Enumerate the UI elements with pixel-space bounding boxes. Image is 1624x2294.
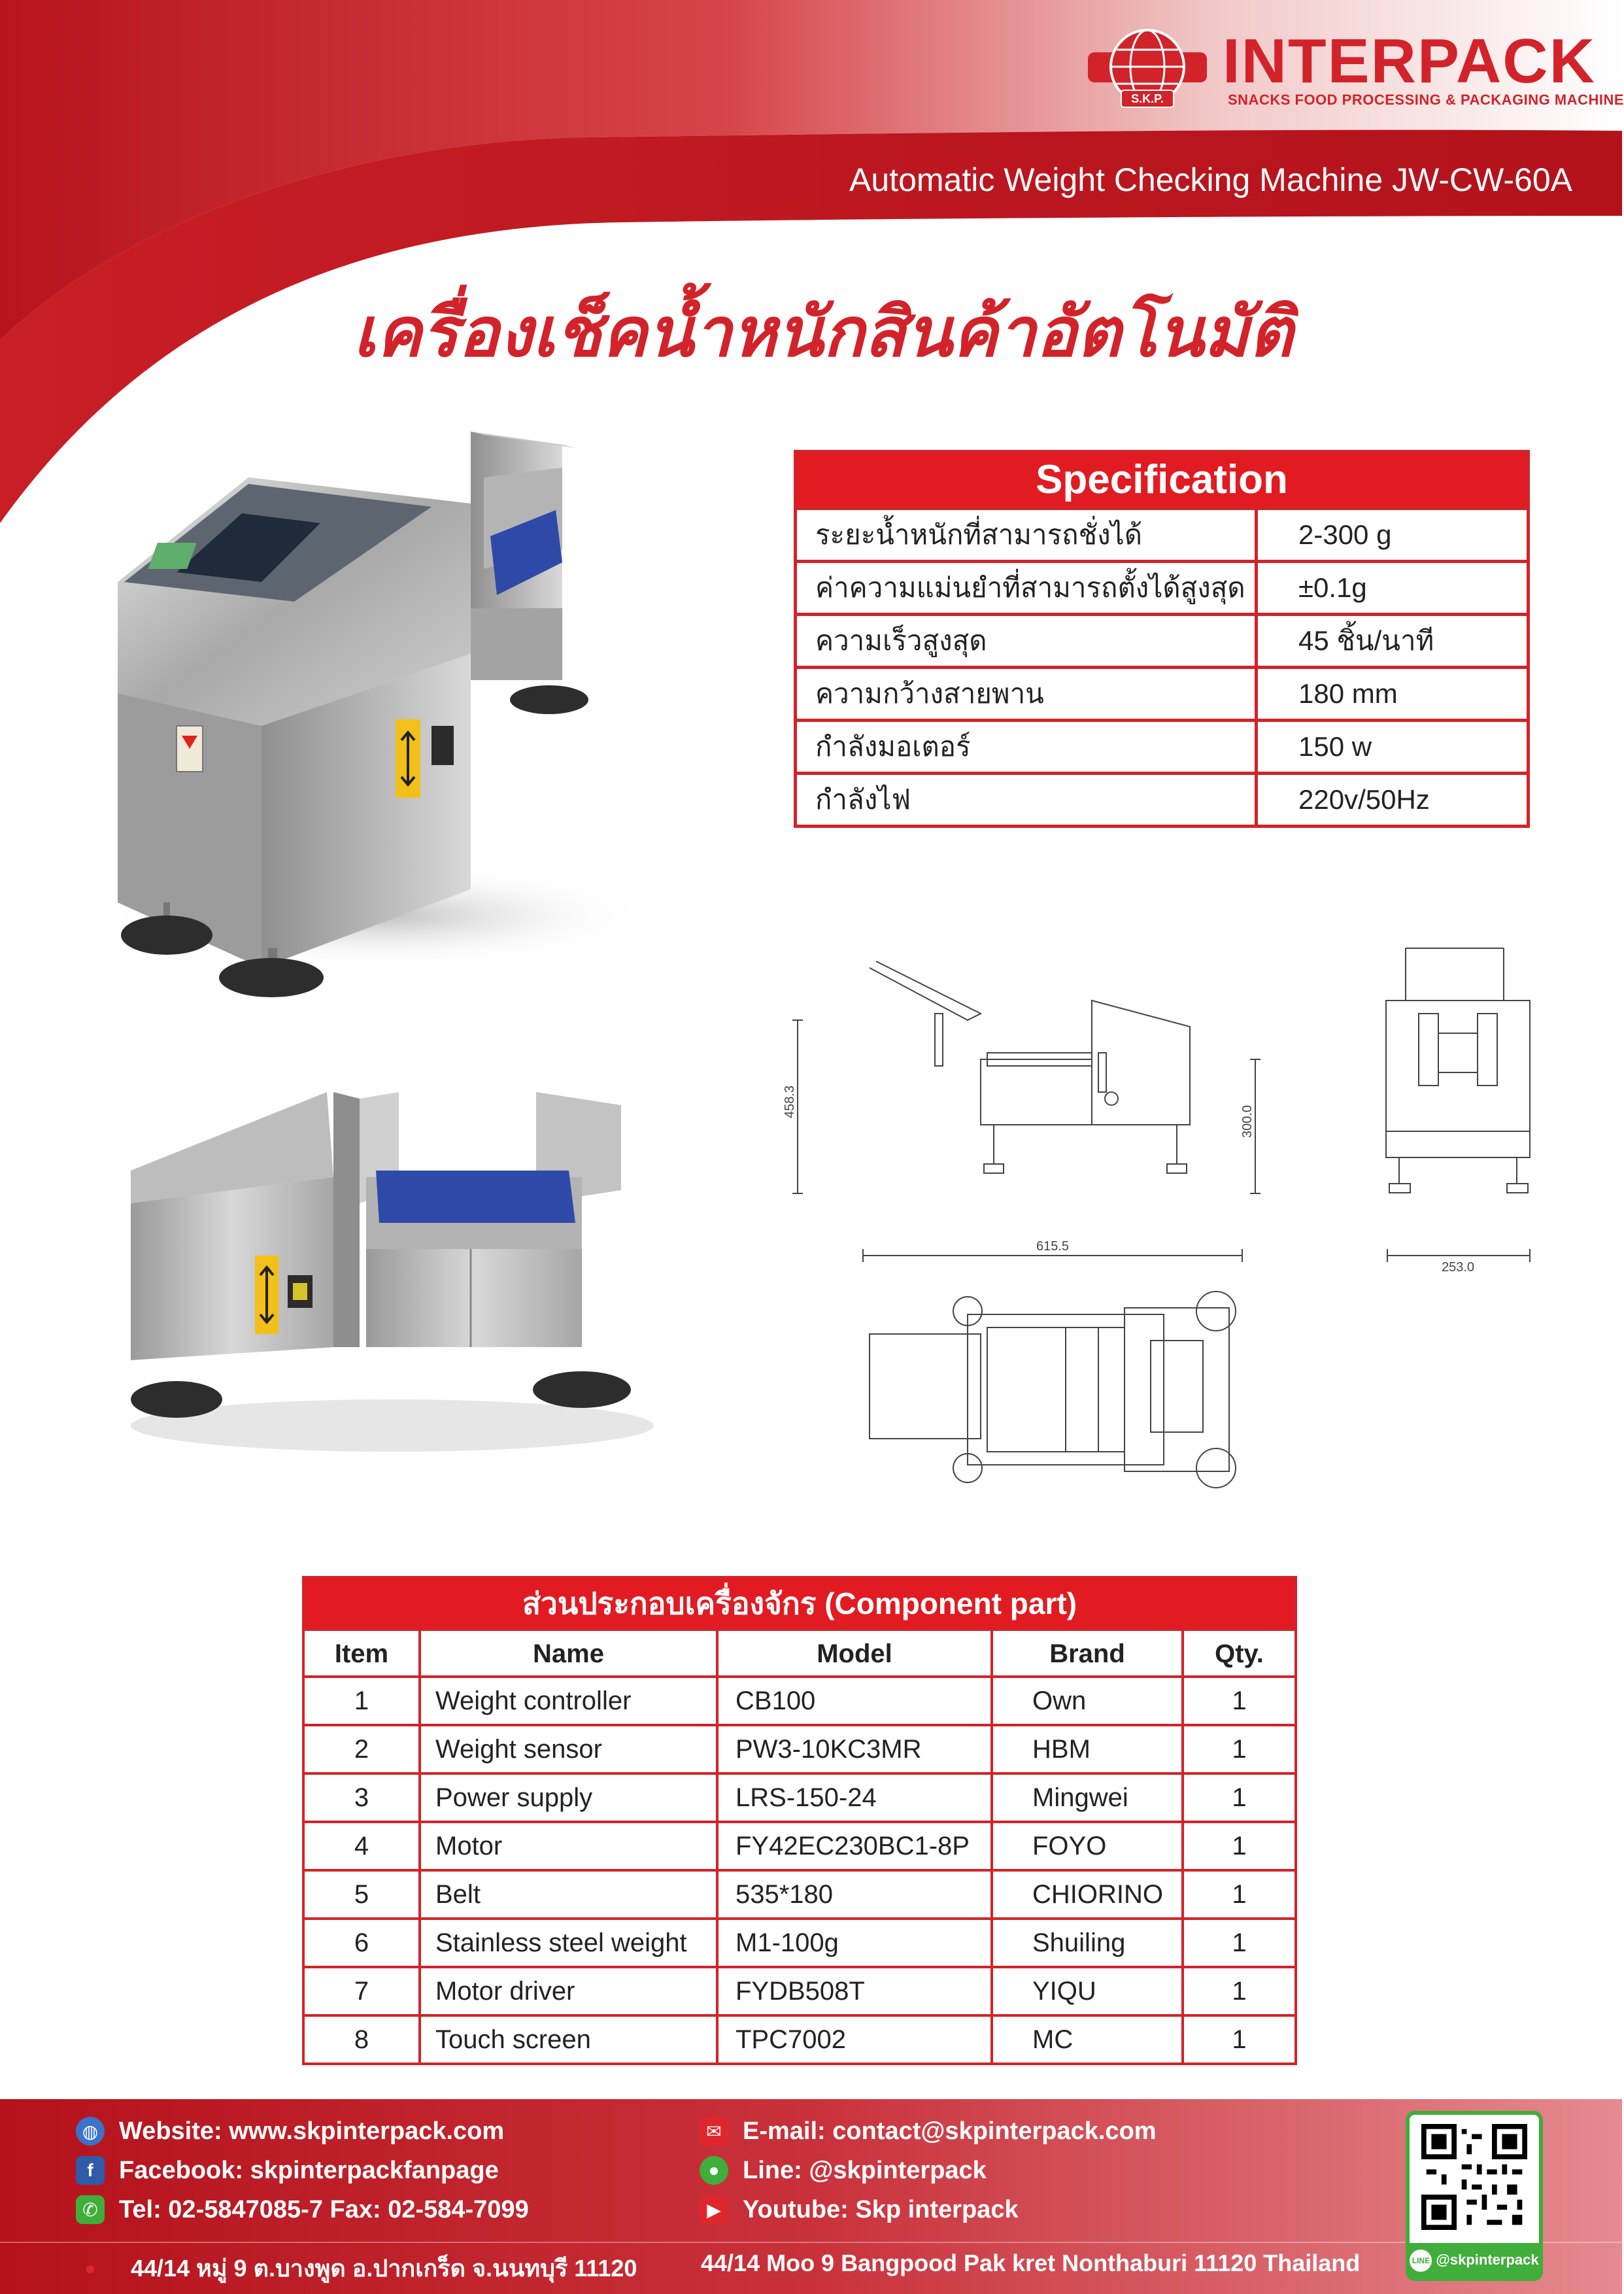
front-view-drawing (1373, 942, 1543, 1282)
cell-qty: 1 (1232, 1977, 1247, 2006)
cell-item: 5 (305, 1872, 421, 1917)
page-title: เครื่องเช็คน้ำหนักสินค้าอัตโนมัติ (353, 295, 1293, 371)
cell-brand: HBM (993, 1726, 1184, 1772)
cell-model: LRS-150-24 (719, 1775, 993, 1821)
side-height-label: 458.3 (783, 1085, 797, 1118)
website-link[interactable] (76, 2117, 504, 2146)
table-row (305, 1772, 1294, 1821)
cell-qty: 1 (1232, 2025, 1247, 2054)
cell-qty: 1 (1232, 1783, 1247, 1812)
cell-name: Power supply (421, 1775, 719, 1821)
cell-item: 3 (305, 1775, 421, 1821)
component-table (302, 1576, 1297, 2065)
cell-brand: MC (993, 2017, 1184, 2063)
front-width-label: 253.0 (1441, 1260, 1475, 1275)
machine-title: Automatic Weight Checking Machine JW-CW-60A (849, 162, 1572, 198)
line-badge-icon: LINE (1410, 2250, 1432, 2272)
cell-name: Motor driver (421, 1968, 719, 2014)
cell-brand: FOYO (993, 1823, 1184, 1869)
side-view-drawing (785, 942, 1268, 1216)
cell-brand: Shuiling (993, 1920, 1184, 1966)
cell-item: 4 (305, 1823, 421, 1869)
component-table-title: ส่วนประกอบเครื่องจักร (Component part) (305, 1579, 1294, 1628)
youtube-text: Youtube: Skp interpack (743, 2195, 1019, 2223)
qr-code-icon (1421, 2124, 1527, 2230)
table-header-row (305, 1628, 1294, 1675)
spec-row (797, 507, 1527, 560)
cell-name: Weight controller (421, 1678, 719, 1724)
spec-row (797, 560, 1527, 613)
line-qr-code[interactable] (1406, 2111, 1543, 2281)
table-row (305, 1724, 1294, 1772)
top-length-label: 615.5 (1036, 1239, 1070, 1254)
table-row (305, 1869, 1294, 1917)
side-conveyor-height-label: 300.0 (1240, 1104, 1255, 1138)
cell-qty: 1 (1232, 1686, 1247, 1715)
spec-label: ความกว้างสายพาน (797, 669, 1258, 719)
table-row (305, 1966, 1294, 2014)
address-english-text: 44/14 Moo 9 Bangpood Pak kret Nonthaburi 11120 Thailand (701, 2250, 1361, 2276)
cell-brand: Own (993, 1678, 1184, 1724)
phone-link[interactable] (76, 2195, 529, 2224)
column-header-item: Item (305, 1631, 421, 1675)
youtube-link[interactable] (700, 2195, 1019, 2224)
line-chat-icon: ● (700, 2156, 728, 2185)
facebook-icon: f (76, 2156, 105, 2185)
map-pin-icon: ● (84, 2257, 96, 2278)
spec-row (797, 719, 1527, 772)
column-header-model: Model (719, 1631, 993, 1675)
address-thai-text: 44/14 หมู่ 9 ต.บางพูด อ.ปากเกร็ด จ.นนทบุรี 11120 (131, 2255, 637, 2282)
cell-item: 8 (305, 2017, 421, 2063)
brand-tagline: SNACKS FOOD PROCESSING & PACKAGING MACHINE (1228, 92, 1624, 108)
email-text: E-mail: contact@skpinterpack.com (743, 2117, 1157, 2145)
spec-value: 2-300 g (1298, 519, 1392, 550)
globe-logo-icon (1085, 26, 1210, 111)
phone-icon: ✆ (76, 2195, 105, 2224)
cell-model: 535*180 (719, 1872, 993, 1917)
machine-photo-angled (105, 419, 693, 994)
cell-item: 1 (305, 1678, 421, 1724)
table-row (305, 1821, 1294, 1869)
cell-name: Weight sensor (421, 1726, 719, 1772)
interpack-logo (1085, 26, 1624, 111)
cell-name: Belt (421, 1872, 719, 1917)
cell-model: TPC7002 (719, 2017, 993, 2063)
address-english (701, 2250, 1360, 2277)
spec-label: กำลังไฟ (797, 775, 1258, 825)
spec-value: 180 mm (1298, 678, 1398, 709)
spec-row (797, 666, 1527, 719)
cell-qty: 1 (1232, 1735, 1247, 1764)
cell-qty: 1 (1232, 1880, 1247, 1909)
line-link[interactable] (700, 2156, 987, 2185)
column-header-brand: Brand (993, 1631, 1184, 1675)
cell-brand: Mingwei (993, 1775, 1184, 1821)
qr-label (1410, 2243, 1539, 2277)
brand-name: INTERPACK (1223, 26, 1596, 96)
globe-icon: ◍ (76, 2117, 105, 2146)
spec-label: กำลังมอเตอร์ (797, 722, 1258, 772)
cell-name: Stainless steel weight (421, 1920, 719, 1966)
spec-label: ระยะน้ำหนักที่สามารถชั่งได้ (797, 510, 1258, 560)
footer-divider (0, 2242, 1622, 2243)
facebook-text: Facebook: skpinterpackfanpage (119, 2156, 499, 2184)
line-text: Line: @skpinterpack (743, 2156, 987, 2184)
cell-item: 2 (305, 1726, 421, 1772)
cell-item: 6 (305, 1920, 421, 1966)
spec-row (797, 772, 1527, 825)
table-row (305, 1917, 1294, 1966)
spec-value: 45 ชิ้น/นาที (1298, 625, 1434, 656)
column-header-name: Name (421, 1631, 719, 1675)
cell-name: Motor (421, 1823, 719, 1869)
specification-table (794, 450, 1530, 828)
website-text: Website: www.skpinterpack.com (119, 2117, 505, 2145)
cell-qty: 1 (1232, 1832, 1247, 1860)
cell-model: M1-100g (719, 1920, 993, 1966)
cell-model: CB100 (719, 1678, 993, 1724)
cell-model: PW3-10KC3MR (719, 1726, 993, 1772)
spec-value: 220v/50Hz (1298, 784, 1430, 815)
email-link[interactable] (700, 2117, 1157, 2146)
column-header-qty: Qty. (1215, 1639, 1264, 1668)
top-view-drawing (850, 1236, 1268, 1498)
table-row (305, 2014, 1294, 2063)
specification-title: Specification (797, 453, 1527, 507)
spec-value: ±0.1g (1298, 572, 1367, 603)
spec-value: 150 w (1298, 731, 1372, 762)
cell-model: FYDB508T (719, 1968, 993, 2014)
cell-qty: 1 (1232, 1928, 1247, 1957)
spec-label: ค่าความแม่นยำที่สามารถตั้งได้สูงสุด (797, 563, 1258, 613)
table-row (305, 1675, 1294, 1724)
cell-name: Touch screen (421, 2017, 719, 2063)
cell-model: FY42EC230BC1-8P (719, 1823, 993, 1869)
spec-label: ความเร็วสูงสุด (797, 616, 1258, 666)
logo-emblem-text: S.K.P. (1131, 92, 1164, 105)
cell-item: 7 (305, 1968, 421, 2014)
youtube-icon: ▶ (700, 2195, 728, 2224)
email-icon: ✉ (700, 2117, 728, 2146)
tel-text: Tel: 02-5847085-7 Fax: 02-584-7099 (119, 2195, 529, 2223)
address-thai (76, 2250, 637, 2287)
cell-brand: CHIORINO (993, 1872, 1184, 1917)
cell-brand: YIQU (993, 1968, 1184, 2014)
facebook-link[interactable] (76, 2156, 499, 2185)
machine-photo-front (118, 1072, 667, 1458)
spec-row (797, 613, 1527, 666)
qr-label-text: @skpinterpack (1436, 2251, 1539, 2268)
